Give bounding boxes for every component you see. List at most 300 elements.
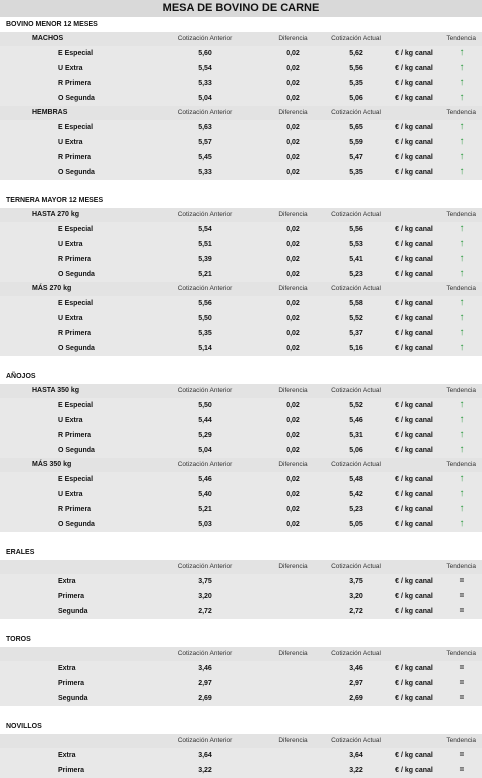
price-table (0, 18, 482, 778)
value-anterior: 5,14 (150, 341, 260, 356)
row-label: R Primera (0, 502, 150, 517)
column-header-row (0, 734, 482, 748)
col-header-actual: Cotización Actual (326, 32, 386, 46)
row-label: Primera (0, 676, 150, 691)
col-header-actual: Cotización Actual (326, 106, 386, 120)
value-anterior: 2,72 (150, 604, 260, 619)
col-header-tendencia: Tendencia (442, 458, 482, 472)
col-header-anterior: Cotización Anterior (150, 384, 260, 398)
section-spacer (0, 356, 482, 370)
column-header-row (0, 560, 482, 574)
value-diferencia: 0,02 (260, 135, 326, 150)
trend-cell (442, 222, 482, 237)
value-unit: € / kg canal (386, 222, 442, 237)
col-header-unit (386, 208, 442, 222)
table-row (0, 135, 482, 150)
trend-cell (442, 691, 482, 706)
value-actual: 3,75 (326, 574, 386, 589)
arrow-up-icon: ↑ (459, 473, 465, 484)
trend-cell (442, 91, 482, 106)
section-header (0, 720, 482, 734)
value-actual: 2,72 (326, 604, 386, 619)
trend-cell (442, 487, 482, 502)
col-header-diferencia: Diferencia (260, 208, 326, 222)
table-row (0, 165, 482, 180)
value-anterior: 5,46 (150, 472, 260, 487)
value-unit: € / kg canal (386, 46, 442, 61)
row-label: E Especial (0, 120, 150, 135)
value-actual: 5,46 (326, 413, 386, 428)
value-unit: € / kg canal (386, 61, 442, 76)
value-diferencia: 0,02 (260, 252, 326, 267)
section-title: NOVILLOS (0, 720, 482, 734)
row-label: Segunda (0, 604, 150, 619)
value-actual: 5,65 (326, 120, 386, 135)
table-row (0, 574, 482, 589)
value-unit: € / kg canal (386, 748, 442, 763)
equal-icon: = (459, 606, 465, 615)
table-row (0, 413, 482, 428)
col-header-actual: Cotización Actual (326, 282, 386, 296)
group-title: MÁS 270 kg (0, 282, 150, 296)
group-title (0, 647, 150, 661)
value-unit: € / kg canal (386, 589, 442, 604)
table-row (0, 46, 482, 61)
column-header-row (0, 384, 482, 398)
value-unit: € / kg canal (386, 120, 442, 135)
table-row (0, 150, 482, 165)
value-anterior: 5,51 (150, 237, 260, 252)
value-unit: € / kg canal (386, 91, 442, 106)
value-actual: 5,06 (326, 443, 386, 458)
col-header-tendencia: Tendencia (442, 208, 482, 222)
value-anterior: 2,69 (150, 691, 260, 706)
trend-cell (442, 61, 482, 76)
arrow-up-icon: ↑ (459, 268, 465, 279)
value-actual: 5,62 (326, 46, 386, 61)
value-anterior: 5,56 (150, 296, 260, 311)
trend-cell (442, 763, 482, 778)
arrow-up-icon: ↑ (459, 444, 465, 455)
equal-icon: = (459, 750, 465, 759)
group-title: HASTA 270 kg (0, 208, 150, 222)
value-anterior: 3,22 (150, 763, 260, 778)
table-row (0, 267, 482, 282)
value-actual: 5,56 (326, 61, 386, 76)
value-diferencia (260, 748, 326, 763)
value-diferencia: 0,02 (260, 428, 326, 443)
arrow-up-icon: ↑ (459, 62, 465, 73)
table-row (0, 237, 482, 252)
section-spacer (0, 619, 482, 633)
col-header-anterior: Cotización Anterior (150, 560, 260, 574)
trend-cell (442, 443, 482, 458)
trend-cell (442, 748, 482, 763)
row-label: O Segunda (0, 165, 150, 180)
section-spacer (0, 532, 482, 546)
value-diferencia: 0,02 (260, 91, 326, 106)
value-actual: 3,64 (326, 748, 386, 763)
value-actual: 3,46 (326, 661, 386, 676)
col-header-actual: Cotización Actual (326, 734, 386, 748)
price-table-body (0, 18, 482, 778)
value-diferencia: 0,02 (260, 165, 326, 180)
value-anterior: 3,75 (150, 574, 260, 589)
trend-cell (442, 296, 482, 311)
row-label: E Especial (0, 46, 150, 61)
table-row (0, 661, 482, 676)
value-diferencia: 0,02 (260, 502, 326, 517)
table-row (0, 589, 482, 604)
value-anterior: 5,39 (150, 252, 260, 267)
arrow-up-icon: ↑ (459, 488, 465, 499)
value-unit: € / kg canal (386, 472, 442, 487)
value-actual: 3,20 (326, 589, 386, 604)
value-actual: 5,52 (326, 398, 386, 413)
trend-cell (442, 46, 482, 61)
value-actual: 5,16 (326, 341, 386, 356)
value-actual: 5,06 (326, 91, 386, 106)
value-anterior: 5,35 (150, 326, 260, 341)
arrow-up-icon: ↑ (459, 399, 465, 410)
trend-cell (442, 150, 482, 165)
equal-icon: = (459, 678, 465, 687)
col-header-unit (386, 32, 442, 46)
row-label: Primera (0, 763, 150, 778)
value-unit: € / kg canal (386, 237, 442, 252)
trend-cell (442, 311, 482, 326)
row-label: R Primera (0, 326, 150, 341)
column-header-row (0, 32, 482, 46)
section-header (0, 18, 482, 32)
table-row (0, 120, 482, 135)
value-anterior: 5,04 (150, 91, 260, 106)
value-unit: € / kg canal (386, 135, 442, 150)
row-label: E Especial (0, 398, 150, 413)
value-actual: 5,37 (326, 326, 386, 341)
column-header-row (0, 458, 482, 472)
col-header-tendencia: Tendencia (442, 560, 482, 574)
value-anterior: 5,21 (150, 502, 260, 517)
col-header-anterior: Cotización Anterior (150, 647, 260, 661)
value-diferencia (260, 661, 326, 676)
value-unit: € / kg canal (386, 341, 442, 356)
section-spacer (0, 706, 482, 720)
trend-cell (442, 267, 482, 282)
value-diferencia: 0,02 (260, 267, 326, 282)
row-label: U Extra (0, 487, 150, 502)
value-anterior: 5,57 (150, 135, 260, 150)
value-actual: 5,52 (326, 311, 386, 326)
column-header-row (0, 106, 482, 120)
value-unit: € / kg canal (386, 76, 442, 91)
value-diferencia: 0,02 (260, 222, 326, 237)
value-actual: 5,35 (326, 165, 386, 180)
col-header-anterior: Cotización Anterior (150, 208, 260, 222)
trend-cell (442, 165, 482, 180)
value-anterior: 5,50 (150, 311, 260, 326)
value-actual: 5,56 (326, 222, 386, 237)
table-row (0, 296, 482, 311)
equal-icon: = (459, 663, 465, 672)
value-diferencia (260, 574, 326, 589)
value-diferencia: 0,02 (260, 150, 326, 165)
value-actual: 5,05 (326, 517, 386, 532)
row-label: O Segunda (0, 91, 150, 106)
trend-cell (442, 502, 482, 517)
col-header-diferencia: Diferencia (260, 106, 326, 120)
equal-icon: = (459, 693, 465, 702)
trend-cell (442, 413, 482, 428)
value-anterior: 5,33 (150, 165, 260, 180)
trend-cell (442, 237, 482, 252)
value-diferencia (260, 589, 326, 604)
arrow-up-icon: ↑ (459, 121, 465, 132)
value-diferencia: 0,02 (260, 341, 326, 356)
col-header-anterior: Cotización Anterior (150, 734, 260, 748)
row-label: U Extra (0, 237, 150, 252)
value-unit: € / kg canal (386, 311, 442, 326)
value-anterior: 5,04 (150, 443, 260, 458)
value-unit: € / kg canal (386, 487, 442, 502)
trend-cell (442, 574, 482, 589)
value-unit: € / kg canal (386, 296, 442, 311)
col-header-tendencia: Tendencia (442, 734, 482, 748)
table-row (0, 763, 482, 778)
value-diferencia: 0,02 (260, 76, 326, 91)
row-label: O Segunda (0, 443, 150, 458)
arrow-up-icon: ↑ (459, 136, 465, 147)
value-anterior: 2,97 (150, 676, 260, 691)
row-label: R Primera (0, 150, 150, 165)
section-title: AÑOJOS (0, 370, 482, 384)
value-diferencia: 0,02 (260, 443, 326, 458)
value-anterior: 5,63 (150, 120, 260, 135)
row-label: U Extra (0, 413, 150, 428)
group-title: HASTA 350 kg (0, 384, 150, 398)
table-row (0, 222, 482, 237)
value-diferencia (260, 604, 326, 619)
col-header-tendencia: Tendencia (442, 282, 482, 296)
col-header-diferencia: Diferencia (260, 32, 326, 46)
table-row (0, 487, 482, 502)
col-header-unit (386, 647, 442, 661)
value-diferencia: 0,02 (260, 311, 326, 326)
col-header-actual: Cotización Actual (326, 560, 386, 574)
value-actual: 5,41 (326, 252, 386, 267)
table-row (0, 252, 482, 267)
value-diferencia (260, 691, 326, 706)
value-actual: 5,59 (326, 135, 386, 150)
group-title: HEMBRAS (0, 106, 150, 120)
value-diferencia: 0,02 (260, 237, 326, 252)
trend-cell (442, 589, 482, 604)
trend-cell (442, 676, 482, 691)
col-header-unit (386, 734, 442, 748)
value-actual: 5,47 (326, 150, 386, 165)
col-header-diferencia: Diferencia (260, 734, 326, 748)
table-row (0, 691, 482, 706)
col-header-unit (386, 384, 442, 398)
table-row (0, 341, 482, 356)
arrow-up-icon: ↑ (459, 297, 465, 308)
value-diferencia: 0,02 (260, 46, 326, 61)
row-label: O Segunda (0, 267, 150, 282)
value-anterior: 5,45 (150, 150, 260, 165)
row-label: Extra (0, 661, 150, 676)
col-header-diferencia: Diferencia (260, 384, 326, 398)
value-anterior: 5,54 (150, 222, 260, 237)
value-unit: € / kg canal (386, 574, 442, 589)
col-header-diferencia: Diferencia (260, 282, 326, 296)
value-anterior: 5,60 (150, 46, 260, 61)
row-label: E Especial (0, 222, 150, 237)
trend-cell (442, 661, 482, 676)
col-header-tendencia: Tendencia (442, 106, 482, 120)
table-row (0, 76, 482, 91)
value-actual: 5,23 (326, 502, 386, 517)
arrow-up-icon: ↑ (459, 312, 465, 323)
value-unit: € / kg canal (386, 252, 442, 267)
group-title: MACHOS (0, 32, 150, 46)
arrow-up-icon: ↑ (459, 518, 465, 529)
trend-cell (442, 472, 482, 487)
group-title (0, 560, 150, 574)
table-row (0, 502, 482, 517)
equal-icon: = (459, 765, 465, 774)
value-unit: € / kg canal (386, 413, 442, 428)
row-label: R Primera (0, 252, 150, 267)
table-row (0, 748, 482, 763)
arrow-up-icon: ↑ (459, 414, 465, 425)
arrow-up-icon: ↑ (459, 327, 465, 338)
col-header-actual: Cotización Actual (326, 208, 386, 222)
value-diferencia: 0,02 (260, 517, 326, 532)
trend-cell (442, 604, 482, 619)
value-unit: € / kg canal (386, 661, 442, 676)
col-header-unit (386, 106, 442, 120)
arrow-up-icon: ↑ (459, 223, 465, 234)
arrow-up-icon: ↑ (459, 253, 465, 264)
value-anterior: 5,50 (150, 398, 260, 413)
row-label: E Especial (0, 472, 150, 487)
value-diferencia: 0,02 (260, 413, 326, 428)
equal-icon: = (459, 576, 465, 585)
col-header-actual: Cotización Actual (326, 384, 386, 398)
value-unit: € / kg canal (386, 326, 442, 341)
value-unit: € / kg canal (386, 443, 442, 458)
row-label: Extra (0, 574, 150, 589)
col-header-unit (386, 458, 442, 472)
trend-cell (442, 326, 482, 341)
value-unit: € / kg canal (386, 150, 442, 165)
value-diferencia (260, 676, 326, 691)
value-actual: 5,35 (326, 76, 386, 91)
trend-cell (442, 428, 482, 443)
value-actual: 5,53 (326, 237, 386, 252)
col-header-actual: Cotización Actual (326, 647, 386, 661)
value-unit: € / kg canal (386, 398, 442, 413)
value-unit: € / kg canal (386, 502, 442, 517)
arrow-up-icon: ↑ (459, 166, 465, 177)
row-label: Extra (0, 748, 150, 763)
value-anterior: 5,33 (150, 76, 260, 91)
trend-cell (442, 341, 482, 356)
col-header-anterior: Cotización Anterior (150, 458, 260, 472)
column-header-row (0, 647, 482, 661)
value-actual: 2,69 (326, 691, 386, 706)
col-header-diferencia: Diferencia (260, 458, 326, 472)
value-unit: € / kg canal (386, 267, 442, 282)
value-unit: € / kg canal (386, 676, 442, 691)
value-anterior: 5,29 (150, 428, 260, 443)
col-header-diferencia: Diferencia (260, 560, 326, 574)
value-diferencia: 0,02 (260, 326, 326, 341)
row-label: U Extra (0, 135, 150, 150)
equal-icon: = (459, 591, 465, 600)
section-title: ERALES (0, 546, 482, 560)
value-anterior: 3,64 (150, 748, 260, 763)
section-title: TOROS (0, 633, 482, 647)
row-label: E Especial (0, 296, 150, 311)
col-header-actual: Cotización Actual (326, 458, 386, 472)
value-diferencia: 0,02 (260, 296, 326, 311)
table-row (0, 398, 482, 413)
value-actual: 3,22 (326, 763, 386, 778)
value-actual: 5,31 (326, 428, 386, 443)
value-unit: € / kg canal (386, 165, 442, 180)
value-anterior: 3,20 (150, 589, 260, 604)
section-header (0, 633, 482, 647)
arrow-up-icon: ↑ (459, 238, 465, 249)
row-label: U Extra (0, 61, 150, 76)
trend-cell (442, 120, 482, 135)
arrow-up-icon: ↑ (459, 77, 465, 88)
value-actual: 5,23 (326, 267, 386, 282)
value-actual: 5,42 (326, 487, 386, 502)
value-unit: € / kg canal (386, 517, 442, 532)
value-actual: 2,97 (326, 676, 386, 691)
arrow-up-icon: ↑ (459, 342, 465, 353)
section-title: TERNERA MAYOR 12 MESES (0, 194, 482, 208)
col-header-tendencia: Tendencia (442, 384, 482, 398)
value-diferencia: 0,02 (260, 487, 326, 502)
table-row (0, 472, 482, 487)
col-header-unit (386, 282, 442, 296)
row-label: R Primera (0, 428, 150, 443)
row-label: Segunda (0, 691, 150, 706)
section-header (0, 546, 482, 560)
col-header-anterior: Cotización Anterior (150, 282, 260, 296)
row-label: O Segunda (0, 341, 150, 356)
value-unit: € / kg canal (386, 691, 442, 706)
group-title: MÁS 350 kg (0, 458, 150, 472)
table-row (0, 428, 482, 443)
value-anterior: 5,40 (150, 487, 260, 502)
col-header-anterior: Cotización Anterior (150, 32, 260, 46)
trend-cell (442, 252, 482, 267)
col-header-tendencia: Tendencia (442, 647, 482, 661)
section-spacer (0, 180, 482, 194)
row-label: U Extra (0, 311, 150, 326)
value-diferencia: 0,02 (260, 472, 326, 487)
row-label: R Primera (0, 76, 150, 91)
value-unit: € / kg canal (386, 763, 442, 778)
value-anterior: 5,03 (150, 517, 260, 532)
row-label: O Segunda (0, 517, 150, 532)
col-header-unit (386, 560, 442, 574)
arrow-up-icon: ↑ (459, 151, 465, 162)
